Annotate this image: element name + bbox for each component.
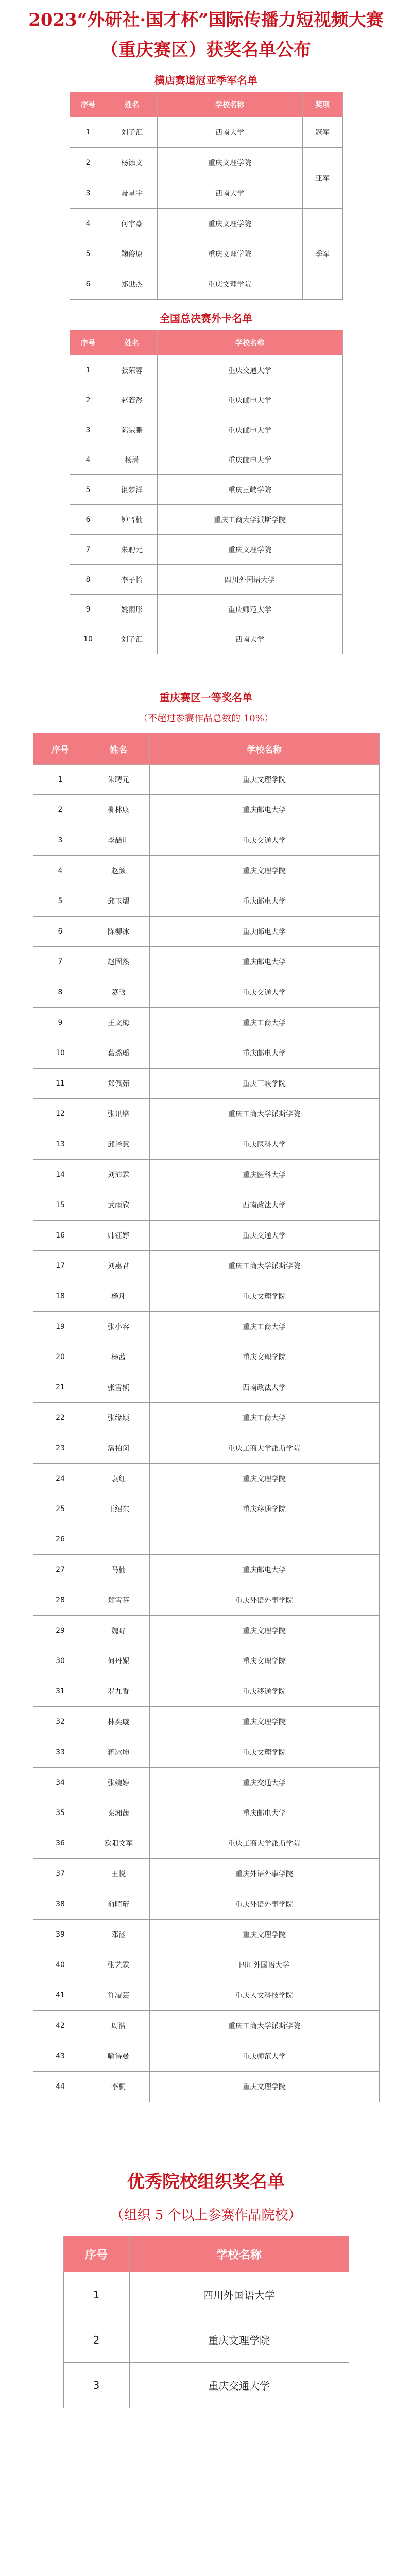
table-row bbox=[33, 1920, 379, 1950]
cell-school: 重庆工商大学派斯学院 bbox=[157, 505, 342, 535]
cell-name: 赵若涔 bbox=[107, 385, 157, 415]
section4-title: 优秀院校组织奖名单 bbox=[127, 2172, 285, 2192]
cell-school: 重庆外语外事学院 bbox=[149, 1585, 379, 1616]
section1-title: 横店赛道冠亚季军名单 bbox=[154, 74, 258, 87]
cell-no: 3 bbox=[33, 825, 88, 856]
cell-name: 朱聘元 bbox=[88, 765, 149, 795]
cell-name: 罗九香 bbox=[88, 1676, 149, 1707]
table-row bbox=[70, 178, 342, 209]
table-row bbox=[33, 1160, 379, 1190]
table-row bbox=[33, 1646, 379, 1676]
cell-no: 9 bbox=[70, 595, 107, 624]
cell-no: 25 bbox=[33, 1494, 88, 1524]
cell-no: 4 bbox=[70, 445, 107, 475]
cell-school: 重庆文理学院 bbox=[149, 1616, 379, 1646]
cell-no: 32 bbox=[33, 1707, 88, 1737]
cell-no: 34 bbox=[33, 1768, 88, 1798]
table-row bbox=[33, 1099, 379, 1129]
cell-no: 1 bbox=[63, 2272, 129, 2317]
cell-no: 26 bbox=[33, 1524, 88, 1555]
cell-name: 刘沛霖 bbox=[88, 1160, 149, 1190]
table-row bbox=[33, 1251, 379, 1281]
cell-name: 李喆川 bbox=[88, 825, 149, 856]
table-row bbox=[33, 917, 379, 947]
cell-no: 2 bbox=[63, 2317, 129, 2363]
cell-award: 亚军 bbox=[302, 148, 342, 209]
table-row bbox=[70, 535, 342, 565]
cell-school: 重庆文理学院 bbox=[157, 209, 302, 239]
cell-school: 重庆人文科技学院 bbox=[149, 1980, 379, 2011]
cell-school: 重庆文理学院 bbox=[157, 148, 302, 178]
cell-school: 重庆邮电大学 bbox=[149, 1038, 379, 1069]
cell-name: 张雪桢 bbox=[88, 1372, 149, 1403]
cell-school: 重庆交通大学 bbox=[157, 355, 342, 385]
table-row bbox=[33, 765, 379, 795]
cell-no: 12 bbox=[33, 1099, 88, 1129]
cell-no: 3 bbox=[70, 415, 107, 445]
table-row bbox=[70, 117, 342, 148]
cell-no: 24 bbox=[33, 1464, 88, 1494]
cell-no: 13 bbox=[33, 1129, 88, 1160]
table-row bbox=[33, 1372, 379, 1403]
cell-name: 朱聘元 bbox=[107, 535, 157, 565]
cell-no: 4 bbox=[33, 856, 88, 886]
table-row bbox=[70, 355, 342, 385]
table-row bbox=[33, 1980, 379, 2011]
table-row bbox=[63, 2317, 349, 2363]
organization-award-table-body bbox=[63, 2272, 349, 2408]
wildcard-table-body bbox=[70, 355, 342, 654]
cell-no: 31 bbox=[33, 1676, 88, 1707]
cell-name: 鞠俊原 bbox=[107, 239, 157, 269]
cell-school: 西南政法大学 bbox=[149, 1372, 379, 1403]
cell-school: 重庆邮电大学 bbox=[149, 947, 379, 977]
cell-school: 重庆交通大学 bbox=[149, 1768, 379, 1798]
cell-name: 郑雪芬 bbox=[88, 1585, 149, 1616]
cell-no: 8 bbox=[33, 977, 88, 1008]
table-row bbox=[33, 977, 379, 1008]
cell-name: 林奕璇 bbox=[88, 1707, 149, 1737]
cell-no: 41 bbox=[33, 1980, 88, 2011]
cell-no: 11 bbox=[33, 1069, 88, 1099]
table-row bbox=[33, 2072, 379, 2102]
table-row bbox=[33, 1707, 379, 1737]
cell-name: 李桐 bbox=[88, 2072, 149, 2102]
cell-name: 帅钰婷 bbox=[88, 1221, 149, 1251]
cell-school: 重庆医科大学 bbox=[149, 1160, 379, 1190]
cell-school: 西南政法大学 bbox=[149, 1190, 379, 1221]
cell-no: 7 bbox=[33, 947, 88, 977]
cell-school: 重庆文理学院 bbox=[149, 856, 379, 886]
wildcard-table bbox=[70, 330, 343, 654]
cell-school: 重庆邮电大学 bbox=[149, 886, 379, 917]
cell-no: 35 bbox=[33, 1798, 88, 1828]
table-row bbox=[33, 795, 379, 825]
cell-school: 重庆邮电大学 bbox=[149, 1555, 379, 1585]
cell-school: 重庆文理学院 bbox=[149, 1646, 379, 1676]
cell-no: 36 bbox=[33, 1828, 88, 1859]
header-no: 序号 bbox=[70, 92, 107, 117]
table-row bbox=[70, 475, 342, 505]
cell-name: 张讯培 bbox=[88, 1099, 149, 1129]
cell-name: 袁红 bbox=[88, 1464, 149, 1494]
cell-school: 重庆三峡学院 bbox=[157, 475, 342, 505]
cell-school: 重庆文理学院 bbox=[149, 1464, 379, 1494]
cell-name: 杨添文 bbox=[107, 148, 157, 178]
cell-school: 重庆文理学院 bbox=[157, 269, 302, 300]
table-row bbox=[70, 269, 342, 300]
cell-name: 秦湘茜 bbox=[88, 1798, 149, 1828]
cell-name bbox=[88, 1524, 149, 1555]
table-row bbox=[70, 445, 342, 475]
cell-name: 陈宗鹏 bbox=[107, 415, 157, 445]
section-finalists bbox=[0, 73, 412, 300]
table-row bbox=[33, 1433, 379, 1464]
cell-school: 重庆工商大学 bbox=[149, 1312, 379, 1342]
cell-no: 4 bbox=[70, 209, 107, 239]
table-row bbox=[33, 1859, 379, 1889]
cell-name: 张艺霖 bbox=[88, 1950, 149, 1980]
cell-name: 杨茜 bbox=[88, 1342, 149, 1372]
cell-name: 赵固然 bbox=[88, 947, 149, 977]
cell-name: 葛晗 bbox=[88, 977, 149, 1008]
cell-school: 重庆交通大学 bbox=[129, 2363, 349, 2408]
cell-name: 姚雨彤 bbox=[107, 595, 157, 624]
cell-school: 四川外国语大学 bbox=[129, 2272, 349, 2317]
table-row bbox=[33, 825, 379, 856]
cell-school: 重庆邮电大学 bbox=[149, 795, 379, 825]
cell-name: 邓涵 bbox=[88, 1920, 149, 1950]
table-row bbox=[33, 1889, 379, 1920]
cell-name: 张荣蓉 bbox=[107, 355, 157, 385]
cell-school: 重庆医科大学 bbox=[149, 1129, 379, 1160]
cell-no: 9 bbox=[33, 1008, 88, 1038]
section-wildcards bbox=[0, 311, 412, 654]
table-row bbox=[70, 624, 342, 654]
cell-no: 7 bbox=[70, 535, 107, 565]
page-title-line1: 2023“外研社·国才杯”国际传播力短视频大赛 bbox=[28, 10, 384, 30]
table-row bbox=[33, 1190, 379, 1221]
cell-name: 俞晴珩 bbox=[88, 1889, 149, 1920]
table-row bbox=[33, 1555, 379, 1585]
cell-school: 重庆文理学院 bbox=[149, 1920, 379, 1950]
section3-title: 重庆赛区一等奖名单 bbox=[160, 691, 252, 704]
cell-school: 重庆外语外事学院 bbox=[149, 1859, 379, 1889]
cell-name: 刘惠君 bbox=[88, 1251, 149, 1281]
table-row bbox=[70, 565, 342, 595]
table-row bbox=[33, 1737, 379, 1768]
cell-school: 重庆工商大学派斯学院 bbox=[149, 1099, 379, 1129]
cell-school: 重庆邮电大学 bbox=[149, 917, 379, 947]
cell-no: 21 bbox=[33, 1372, 88, 1403]
table-row bbox=[70, 415, 342, 445]
table-row bbox=[33, 1464, 379, 1494]
cell-school: 重庆邮电大学 bbox=[157, 445, 342, 475]
cell-no: 3 bbox=[63, 2363, 129, 2408]
page-header bbox=[0, 0, 412, 67]
cell-school: 重庆外语外事学院 bbox=[149, 1889, 379, 1920]
table-row bbox=[70, 505, 342, 535]
cell-no: 27 bbox=[33, 1555, 88, 1585]
cell-school: 重庆工商大学派斯学院 bbox=[149, 1433, 379, 1464]
cell-school: 重庆移通学院 bbox=[149, 1494, 379, 1524]
header-no: 序号 bbox=[33, 733, 88, 765]
cell-school: 重庆交通大学 bbox=[149, 977, 379, 1008]
table-row bbox=[33, 1129, 379, 1160]
table-header-row bbox=[70, 330, 342, 355]
table-row bbox=[33, 947, 379, 977]
table-row bbox=[33, 1281, 379, 1312]
table-row bbox=[33, 1585, 379, 1616]
cell-no: 3 bbox=[70, 178, 107, 209]
cell-name: 赵颜 bbox=[88, 856, 149, 886]
cell-name: 刘子汇 bbox=[107, 624, 157, 654]
table-row bbox=[33, 1616, 379, 1646]
cell-award: 冠军 bbox=[302, 117, 342, 148]
cell-school: 重庆工商大学派斯学院 bbox=[149, 2011, 379, 2041]
table-row bbox=[63, 2272, 349, 2317]
cell-name: 张缘颖 bbox=[88, 1403, 149, 1433]
table-header-row bbox=[33, 733, 379, 765]
cell-name: 武雨欣 bbox=[88, 1190, 149, 1221]
cell-no: 10 bbox=[70, 624, 107, 654]
cell-no: 33 bbox=[33, 1737, 88, 1768]
cell-no: 37 bbox=[33, 1859, 88, 1889]
cell-no: 1 bbox=[70, 117, 107, 148]
cell-school: 重庆文理学院 bbox=[129, 2317, 349, 2363]
table-row bbox=[33, 1312, 379, 1342]
table-row bbox=[33, 1950, 379, 1980]
cell-no: 29 bbox=[33, 1616, 88, 1646]
cell-name: 诅梦洋 bbox=[107, 475, 157, 505]
table-row bbox=[33, 1038, 379, 1069]
cell-school: 西南大学 bbox=[157, 624, 342, 654]
cell-no: 6 bbox=[70, 269, 107, 300]
cell-no: 6 bbox=[70, 505, 107, 535]
cell-school: 西南大学 bbox=[157, 178, 302, 209]
table-row bbox=[33, 1069, 379, 1099]
header-school: 学校名称 bbox=[129, 2236, 349, 2272]
cell-no: 16 bbox=[33, 1221, 88, 1251]
cell-no: 5 bbox=[70, 239, 107, 269]
header-no: 序号 bbox=[63, 2236, 129, 2272]
cell-school: 重庆交通大学 bbox=[149, 1221, 379, 1251]
cell-no: 2 bbox=[70, 385, 107, 415]
table-row bbox=[70, 385, 342, 415]
first-prize-table bbox=[33, 733, 380, 2102]
cell-school: 重庆三峡学院 bbox=[149, 1069, 379, 1099]
cell-school: 重庆文理学院 bbox=[149, 1281, 379, 1312]
cell-name: 邱玉熠 bbox=[88, 886, 149, 917]
table-row bbox=[33, 2011, 379, 2041]
table-row bbox=[33, 1676, 379, 1707]
cell-name: 欧阳文军 bbox=[88, 1828, 149, 1859]
cell-school: 重庆文理学院 bbox=[149, 1707, 379, 1737]
cell-school: 四川外国语大学 bbox=[157, 565, 342, 595]
cell-name: 何丹妮 bbox=[88, 1646, 149, 1676]
cell-name: 许凌芸 bbox=[88, 1980, 149, 2011]
cell-no: 5 bbox=[33, 886, 88, 917]
table-row bbox=[33, 1342, 379, 1372]
header-school: 学校名称 bbox=[149, 733, 379, 765]
cell-no: 17 bbox=[33, 1251, 88, 1281]
cell-name: 潘柏闵 bbox=[88, 1433, 149, 1464]
cell-school: 四川外国语大学 bbox=[149, 1950, 379, 1980]
cell-school: 重庆师范大学 bbox=[149, 2041, 379, 2072]
table-row bbox=[33, 1768, 379, 1798]
cell-school: 重庆工商大学 bbox=[149, 1403, 379, 1433]
header-school: 学校名称 bbox=[157, 92, 302, 117]
header-name: 姓名 bbox=[88, 733, 149, 765]
cell-name: 葛璐瑶 bbox=[88, 1038, 149, 1069]
cell-no: 39 bbox=[33, 1920, 88, 1950]
cell-school: 重庆文理学院 bbox=[157, 535, 342, 565]
section2-title: 全国总决赛外卡名单 bbox=[160, 312, 252, 325]
cell-school bbox=[149, 1524, 379, 1555]
cell-name: 蒋冰坤 bbox=[88, 1737, 149, 1768]
header-school: 学校名称 bbox=[157, 330, 342, 355]
cell-school: 重庆交通大学 bbox=[149, 825, 379, 856]
table-row bbox=[33, 1403, 379, 1433]
cell-no: 1 bbox=[70, 355, 107, 385]
cell-name: 李子怡 bbox=[107, 565, 157, 595]
table-header-row bbox=[70, 92, 342, 117]
cell-no: 28 bbox=[33, 1585, 88, 1616]
section-organization-award bbox=[0, 2169, 412, 2408]
table-row bbox=[33, 1798, 379, 1828]
table-row bbox=[70, 239, 342, 269]
page-title-line2: （重庆赛区）获奖名单公布 bbox=[101, 40, 311, 60]
cell-name: 魏野 bbox=[88, 1616, 149, 1646]
cell-name: 邱译慧 bbox=[88, 1129, 149, 1160]
table-row bbox=[33, 2041, 379, 2072]
cell-no: 15 bbox=[33, 1190, 88, 1221]
cell-no: 19 bbox=[33, 1312, 88, 1342]
cell-school: 重庆邮电大学 bbox=[157, 415, 342, 445]
cell-school: 重庆文理学院 bbox=[157, 239, 302, 269]
cell-school: 重庆工商大学派斯学院 bbox=[149, 1828, 379, 1859]
cell-award: 季军 bbox=[302, 209, 342, 300]
cell-name: 张婉婷 bbox=[88, 1768, 149, 1798]
finalists-table bbox=[70, 92, 343, 300]
cell-school: 重庆文理学院 bbox=[149, 765, 379, 795]
table-row bbox=[33, 1494, 379, 1524]
section3-subtitle: （不超过参赛作品总数的 10%） bbox=[139, 713, 273, 724]
table-row bbox=[70, 148, 342, 178]
cell-school: 重庆移通学院 bbox=[149, 1676, 379, 1707]
cell-no: 22 bbox=[33, 1403, 88, 1433]
cell-school: 西南大学 bbox=[157, 117, 302, 148]
cell-name: 杨凡 bbox=[88, 1281, 149, 1312]
table-row bbox=[33, 1828, 379, 1859]
cell-name: 喻诗曼 bbox=[88, 2041, 149, 2072]
cell-no: 2 bbox=[70, 148, 107, 178]
cell-no: 30 bbox=[33, 1646, 88, 1676]
cell-school: 重庆文理学院 bbox=[149, 1342, 379, 1372]
cell-name: 张小容 bbox=[88, 1312, 149, 1342]
cell-name: 何宇豪 bbox=[107, 209, 157, 239]
cell-no: 43 bbox=[33, 2041, 88, 2072]
cell-no: 18 bbox=[33, 1281, 88, 1312]
cell-no: 23 bbox=[33, 1433, 88, 1464]
header-award: 奖项 bbox=[302, 92, 342, 117]
cell-name: 王悦 bbox=[88, 1859, 149, 1889]
cell-no: 42 bbox=[33, 2011, 88, 2041]
cell-name: 郑世杰 bbox=[107, 269, 157, 300]
cell-school: 重庆邮电大学 bbox=[157, 385, 342, 415]
header-no: 序号 bbox=[70, 330, 107, 355]
table-row bbox=[33, 1008, 379, 1038]
cell-no: 10 bbox=[33, 1038, 88, 1069]
cell-school: 重庆文理学院 bbox=[149, 2072, 379, 2102]
cell-no: 38 bbox=[33, 1889, 88, 1920]
cell-no: 14 bbox=[33, 1160, 88, 1190]
cell-name: 周浩 bbox=[88, 2011, 149, 2041]
organization-award-table bbox=[63, 2236, 349, 2408]
cell-school: 重庆文理学院 bbox=[149, 1737, 379, 1768]
cell-school: 重庆工商大学派斯学院 bbox=[149, 1251, 379, 1281]
cell-school: 重庆邮电大学 bbox=[149, 1798, 379, 1828]
first-prize-table-body bbox=[33, 765, 379, 2102]
table-row bbox=[33, 886, 379, 917]
table-row bbox=[70, 595, 342, 624]
cell-school: 重庆师范大学 bbox=[157, 595, 342, 624]
cell-no: 20 bbox=[33, 1342, 88, 1372]
cell-no: 1 bbox=[33, 765, 88, 795]
table-row bbox=[33, 1221, 379, 1251]
cell-no: 2 bbox=[33, 795, 88, 825]
cell-name: 王文梅 bbox=[88, 1008, 149, 1038]
cell-school: 重庆工商大学 bbox=[149, 1008, 379, 1038]
header-name: 姓名 bbox=[107, 92, 157, 117]
cell-name: 钟晋楠 bbox=[107, 505, 157, 535]
table-row bbox=[33, 856, 379, 886]
cell-no: 8 bbox=[70, 565, 107, 595]
header-name: 姓名 bbox=[107, 330, 157, 355]
cell-no: 5 bbox=[70, 475, 107, 505]
cell-name: 聂星宇 bbox=[107, 178, 157, 209]
table-row bbox=[63, 2363, 349, 2408]
cell-name: 王绍东 bbox=[88, 1494, 149, 1524]
table-header-row bbox=[63, 2236, 349, 2272]
cell-name: 刘子汇 bbox=[107, 117, 157, 148]
cell-no: 44 bbox=[33, 2072, 88, 2102]
cell-name: 柳林康 bbox=[88, 795, 149, 825]
section4-subtitle: （组织 5 个以上参赛作品院校） bbox=[110, 2208, 302, 2223]
cell-name: 马楠 bbox=[88, 1555, 149, 1585]
cell-name: 郑佩茹 bbox=[88, 1069, 149, 1099]
table-row bbox=[33, 1524, 379, 1555]
table-row bbox=[70, 209, 342, 239]
cell-name: 陈柳冰 bbox=[88, 917, 149, 947]
section-first-prize bbox=[0, 690, 412, 2102]
cell-no: 6 bbox=[33, 917, 88, 947]
cell-name: 杨潇 bbox=[107, 445, 157, 475]
cell-no: 40 bbox=[33, 1950, 88, 1980]
